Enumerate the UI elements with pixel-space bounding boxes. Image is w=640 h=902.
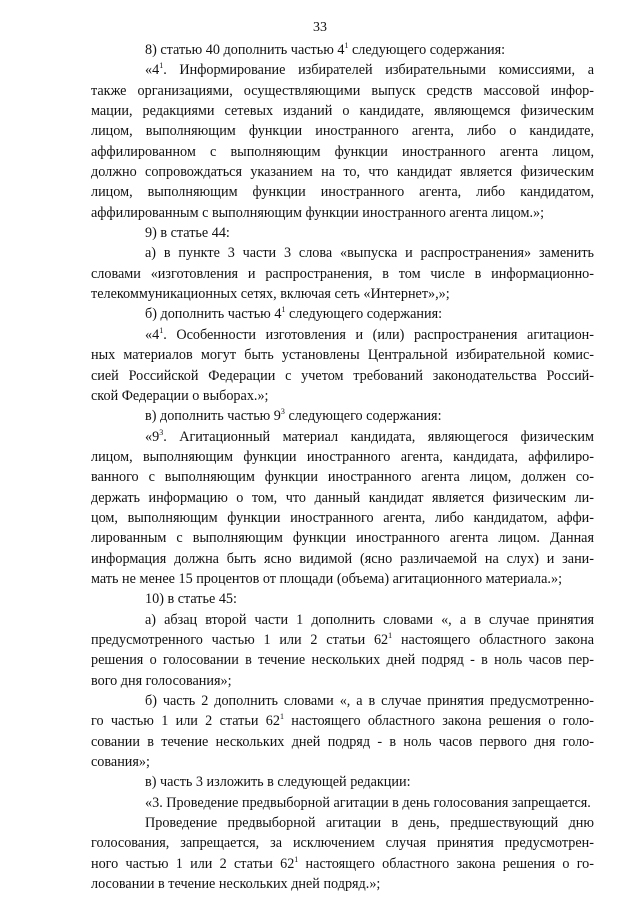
text-line xyxy=(91,182,594,202)
line-text-continued: . Агитационный материал кандидата, являющегося физическим xyxy=(163,428,594,445)
text-line xyxy=(91,508,594,528)
text-line xyxy=(91,284,594,304)
line-text: телекоммуникационных сетях, включая сеть «Интернет»,»; xyxy=(91,286,450,303)
superscript-index: 3 xyxy=(280,407,285,417)
line-text: «4 xyxy=(145,62,160,79)
text-line xyxy=(91,772,594,792)
text-line xyxy=(91,528,594,548)
line-text: го частью 1 или 2 статьи 62 xyxy=(91,713,280,730)
text-line xyxy=(91,345,594,365)
line-text: решения о голосовании в течение нескольких дней подряд - в ноль часов пер- xyxy=(91,652,594,669)
text-line xyxy=(91,833,594,853)
text-line xyxy=(91,854,594,874)
text-line xyxy=(91,488,594,508)
line-text: цом, выполняющим функции иностранного агента, либо кандидатом, аффи- xyxy=(91,509,594,526)
line-text: вого дня голосования»; xyxy=(91,672,232,689)
superscript-index: 1 xyxy=(281,305,286,315)
text-line xyxy=(91,650,594,670)
line-text-continued: настоящего областного закона решения о голо- xyxy=(283,713,594,730)
line-text: аффилированным с выполняющим функции иностранного агента лицом.»; xyxy=(91,204,545,221)
text-line xyxy=(91,732,594,752)
line-text: в) дополнить частью 9 xyxy=(145,408,281,425)
line-text: сования»; xyxy=(91,754,150,771)
text-line xyxy=(91,447,594,467)
line-text: голосования, запрещается, за исключением случая принятия предусмотрен- xyxy=(91,835,594,852)
line-text: мации, редакциями сетевых изданий о кандидате, являющемся физическим xyxy=(91,103,594,120)
superscript-index: 1 xyxy=(344,41,349,50)
line-text: 8) статью 40 дополнить частью 4 xyxy=(145,42,345,58)
line-text-continued: настоящего областного закона решения о го- xyxy=(298,855,595,872)
text-line xyxy=(91,243,594,263)
line-text: Проведение предвыборной агитации в день, предшествующий дню xyxy=(145,815,594,832)
line-text-continued: . Особенности изготовления и (или) распространения агитацион- xyxy=(163,326,594,343)
line-text: держать информацию о том, что данный кандидат является физическим ли- xyxy=(91,489,594,506)
line-text: информация должна быть ясно видимой (ясно различаемой на слух) и зани- xyxy=(91,550,594,567)
text-line xyxy=(91,81,594,101)
text-line xyxy=(91,203,594,223)
text-line xyxy=(91,793,594,813)
text-line xyxy=(91,162,594,182)
superscript-index: 1 xyxy=(159,325,164,335)
line-text: в) часть 3 изложить в следующей редакции: xyxy=(145,774,411,791)
text-line xyxy=(91,386,594,406)
text-line xyxy=(91,549,594,569)
text-line xyxy=(91,569,594,589)
line-text: лосовании в течение нескольких дней подряд.»; xyxy=(91,876,381,893)
line-text: совании в течение нескольких дней подряд - в ноль часов первого дня голо- xyxy=(91,733,594,750)
line-text: а) абзац второй части 1 дополнить словами «, а в случае принятия xyxy=(145,611,594,628)
line-text: ного частью 1 или 2 статьи 62 xyxy=(91,855,295,872)
line-text: ской Федерации о выборах.»; xyxy=(91,387,269,404)
line-text: «4 xyxy=(145,326,160,343)
line-text: лицом, выполняющим функции иностранного агента, либо о кандидате, xyxy=(91,123,594,140)
text-line xyxy=(91,142,594,162)
text-line xyxy=(91,325,594,345)
text-line xyxy=(91,60,594,80)
text-line xyxy=(91,101,594,121)
text-line xyxy=(91,264,594,284)
page-number: 33 xyxy=(313,20,327,35)
line-text: сией Российской Федерации с учетом требований законодательства Россий- xyxy=(91,367,594,384)
line-text: лицом, выполняющим функции иностранного агента, кандидата, аффилиро- xyxy=(91,448,594,465)
text-line xyxy=(91,406,594,426)
text-line xyxy=(91,874,594,894)
line-text: также организациями, осуществляющими выпуск средств массовой инфор- xyxy=(91,82,594,99)
document-body xyxy=(91,40,594,894)
text-line xyxy=(91,752,594,772)
line-text-continued: следующего содержания: xyxy=(284,408,442,425)
line-text-continued: настоящего областного закона xyxy=(392,631,594,648)
line-text: должно сопровождаться указанием на то, что кандидат является физическим xyxy=(91,164,594,181)
text-line xyxy=(91,304,594,324)
line-text: словами «изготовления и распространения, в том числе в информационно- xyxy=(91,265,594,282)
line-text: ных материалов могут быть установлены Центральной избирательной комис- xyxy=(91,347,594,364)
text-line xyxy=(91,630,594,650)
text-line xyxy=(91,671,594,691)
superscript-index: 3 xyxy=(159,427,164,437)
superscript-index: 1 xyxy=(388,630,393,640)
text-line xyxy=(91,366,594,386)
line-text: б) часть 2 дополнить словами «, а в случае принятия предусмотренно- xyxy=(145,693,594,709)
line-text-continued: следующего содержания: xyxy=(348,42,506,58)
line-text: лицом, выполняющим функции иностранного агента, либо кандидатом, xyxy=(91,184,594,201)
line-text: ванного с выполняющим функции иностранного агента лицом, должен со- xyxy=(91,469,594,486)
line-text-continued: . Информирование избирателей избирательными комиссиями, а xyxy=(163,62,594,79)
line-text: «3. Проведение предвыборной агитации в день голосования запрещается. xyxy=(145,794,591,811)
text-line xyxy=(91,691,594,711)
text-line xyxy=(91,610,594,630)
superscript-index: 1 xyxy=(159,61,164,71)
superscript-index: 1 xyxy=(294,854,299,864)
text-line xyxy=(91,223,594,243)
line-text: 9) в статье 44: xyxy=(145,225,230,242)
text-line xyxy=(91,813,594,833)
line-text: б) дополнить частью 4 xyxy=(145,306,282,323)
text-line xyxy=(91,467,594,487)
line-text: аффилированном с выполняющим функции иностранного агента лицом, xyxy=(91,143,594,160)
line-text: 10) в статье 45: xyxy=(145,591,237,608)
line-text: лированным с выполняющим функции иностранного агента лицом. Данная xyxy=(91,530,594,547)
text-line xyxy=(91,40,594,60)
line-text: «9 xyxy=(145,428,160,445)
text-line xyxy=(91,711,594,731)
text-line xyxy=(91,121,594,141)
line-text-continued: следующего содержания: xyxy=(285,306,443,323)
text-line xyxy=(91,589,594,609)
superscript-index: 1 xyxy=(279,712,284,722)
line-text: мать не менее 15 процентов от площади (объема) агитационного материала.»; xyxy=(91,570,563,587)
text-line xyxy=(91,427,594,447)
line-text: а) в пункте 3 части 3 слова «выпуска и распространения» заменить xyxy=(145,245,594,262)
line-text: предусмотренного частью 1 или 2 статьи 62 xyxy=(91,631,389,648)
